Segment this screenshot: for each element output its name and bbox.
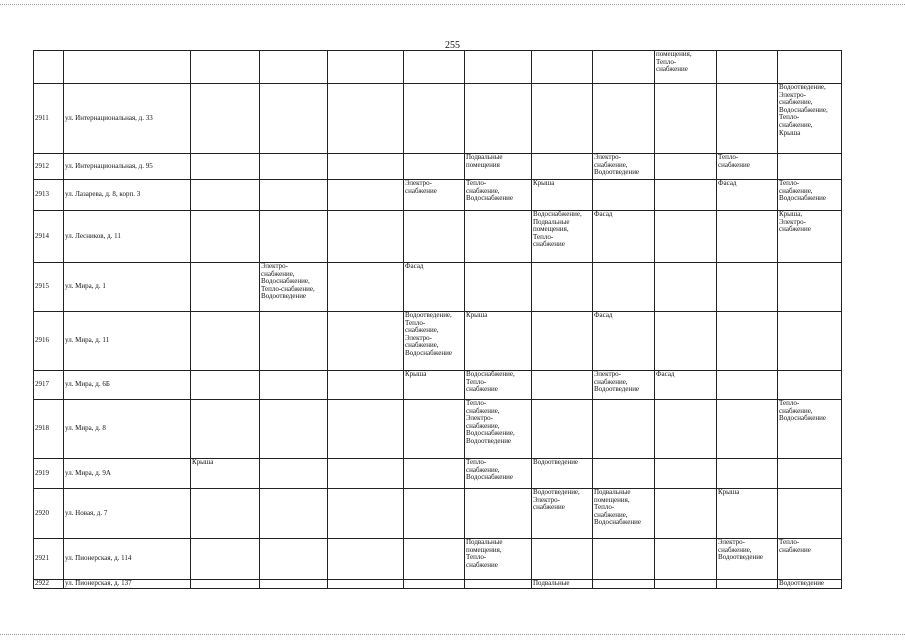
table-row — [34, 400, 842, 459]
work-type-cell — [655, 154, 717, 180]
work-type-cell — [328, 180, 404, 211]
work-type-cell — [532, 400, 593, 459]
work-type-cell — [465, 580, 532, 589]
work-type-cell — [328, 580, 404, 589]
work-type-cell — [465, 84, 532, 154]
work-type-cell — [717, 400, 778, 459]
work-type-cell — [778, 154, 842, 180]
table-row — [34, 539, 842, 580]
work-type-cell — [260, 211, 328, 263]
scan-artifact-bottom — [0, 634, 905, 635]
work-type-cell — [655, 539, 717, 580]
work-type-cell — [593, 459, 655, 489]
work-type-cell: Водоснабжение, Подвальные помещения, Тепло- снабжение — [532, 211, 593, 263]
work-type-cell — [655, 400, 717, 459]
work-type-cell — [260, 371, 328, 400]
address-cell: ул. Лесников, д. 11 — [64, 211, 191, 263]
work-type-cell — [404, 580, 465, 589]
work-type-cell: Водоотведение — [778, 580, 842, 589]
address-cell — [64, 51, 191, 84]
work-type-cell: Фасад — [655, 371, 717, 400]
work-type-cell — [260, 154, 328, 180]
table-row — [34, 489, 842, 539]
work-type-cell — [191, 489, 260, 539]
work-type-cell — [191, 400, 260, 459]
work-type-cell — [191, 154, 260, 180]
work-type-cell — [593, 263, 655, 312]
work-type-cell — [717, 263, 778, 312]
work-type-cell — [532, 51, 593, 84]
work-type-cell: Электро- снабжение — [404, 180, 465, 211]
work-type-cell: Тепло- снабжение — [778, 539, 842, 580]
address-cell: ул. Новая, д. 7 — [64, 489, 191, 539]
work-type-cell — [260, 84, 328, 154]
work-type-cell: Тепло- снабжение, Водоснабжение — [465, 459, 532, 489]
work-type-cell — [328, 400, 404, 459]
table-row — [34, 51, 842, 84]
work-type-cell — [778, 459, 842, 489]
work-type-cell: Водоотведение, Электро- снабжение — [532, 489, 593, 539]
work-type-cell: Электро- снабжение, Водоотведение — [593, 371, 655, 400]
work-type-cell: Фасад — [593, 312, 655, 371]
work-type-cell — [404, 154, 465, 180]
work-type-cell — [655, 211, 717, 263]
work-type-cell — [404, 459, 465, 489]
address-cell: ул. Мира, д. 11 — [64, 312, 191, 371]
work-type-cell — [328, 489, 404, 539]
row-number: 2918 — [34, 400, 64, 459]
work-type-cell — [260, 539, 328, 580]
address-cell: ул. Мира, д. 8 — [64, 400, 191, 459]
table-row — [34, 263, 842, 312]
work-type-cell — [532, 154, 593, 180]
work-type-cell — [260, 400, 328, 459]
work-type-cell — [328, 211, 404, 263]
work-type-cell: Подвальные помещения, Тепло- снабжение — [465, 539, 532, 580]
work-type-cell — [328, 371, 404, 400]
work-type-cell — [593, 539, 655, 580]
work-type-cell: Крыша — [404, 371, 465, 400]
row-number: 2914 — [34, 211, 64, 263]
work-type-cell: Фасад — [404, 263, 465, 312]
work-type-cell — [778, 371, 842, 400]
work-type-cell — [191, 84, 260, 154]
work-type-cell: Подвальные — [532, 580, 593, 589]
row-number: 2911 — [34, 84, 64, 154]
work-type-cell — [717, 580, 778, 589]
work-type-cell — [404, 211, 465, 263]
address-cell: ул. Пионерская, д. 114 — [64, 539, 191, 580]
work-type-cell — [655, 263, 717, 312]
row-number — [34, 51, 64, 84]
work-type-cell — [655, 84, 717, 154]
work-type-cell — [328, 84, 404, 154]
work-type-cell — [532, 263, 593, 312]
work-type-cell: Фасад — [593, 211, 655, 263]
work-type-cell — [260, 180, 328, 211]
work-type-cell — [404, 489, 465, 539]
work-type-cell — [260, 580, 328, 589]
row-number: 2921 — [34, 539, 64, 580]
work-type-cell: Водоотведение, Тепло- снабжение, Электро- снабжение, Водоснабжение — [404, 312, 465, 371]
work-type-cell — [778, 51, 842, 84]
work-type-cell — [655, 580, 717, 589]
work-type-cell — [717, 84, 778, 154]
work-type-cell — [404, 51, 465, 84]
table-row — [34, 211, 842, 263]
work-type-cell — [593, 180, 655, 211]
table-row — [34, 312, 842, 371]
work-type-cell — [778, 489, 842, 539]
work-type-cell — [191, 580, 260, 589]
row-number: 2917 — [34, 371, 64, 400]
work-type-cell — [593, 51, 655, 84]
address-cell: ул. Мира, д. 9А — [64, 459, 191, 489]
work-type-cell — [717, 459, 778, 489]
work-type-cell: Крыша — [717, 489, 778, 539]
work-type-cell — [532, 84, 593, 154]
work-type-cell — [328, 312, 404, 371]
work-type-cell — [328, 539, 404, 580]
row-number: 2920 — [34, 489, 64, 539]
work-type-cell: Электро- снабжение, Водоотведение — [717, 539, 778, 580]
work-type-cell: помещения, Тепло- снабжение — [655, 51, 717, 84]
page-number: 255 — [445, 40, 460, 51]
work-type-cell: Водоснабжение, Тепло- снабжение — [465, 371, 532, 400]
work-type-cell — [778, 312, 842, 371]
address-cell: ул. Пионерская, д. 137 — [64, 580, 191, 589]
work-type-cell — [717, 51, 778, 84]
table-body — [34, 51, 842, 589]
work-type-cell — [532, 539, 593, 580]
work-type-cell — [465, 263, 532, 312]
address-cell: ул. Мира, д. 1 — [64, 263, 191, 312]
work-type-cell — [191, 211, 260, 263]
work-type-cell: Крыша — [465, 312, 532, 371]
address-cell: ул. Мира, д. 6Б — [64, 371, 191, 400]
work-type-cell — [328, 459, 404, 489]
work-type-cell: Электро- снабжение, Водоотведение — [593, 154, 655, 180]
work-type-cell — [191, 263, 260, 312]
work-type-cell: Тепло- снабжение — [717, 154, 778, 180]
work-type-cell: Фасад — [717, 180, 778, 211]
repair-schedule-table — [33, 50, 842, 589]
work-type-cell — [655, 459, 717, 489]
work-type-cell — [465, 489, 532, 539]
table-row — [34, 180, 842, 211]
row-number: 2915 — [34, 263, 64, 312]
work-type-cell — [593, 84, 655, 154]
work-type-cell: Крыша, Электро- снабжение — [778, 211, 842, 263]
work-type-cell — [532, 371, 593, 400]
work-type-cell: Тепло- снабжение, Водоснабжение — [465, 180, 532, 211]
table-row — [34, 459, 842, 489]
work-type-cell — [717, 371, 778, 400]
work-type-cell: Тепло- снабжение, Электро- снабжение, Водоснабжение, Водоотведение — [465, 400, 532, 459]
work-type-cell — [404, 400, 465, 459]
work-type-cell: Водоотведение, Электро- снабжение, Водоснабжение, Тепло- снабжение, Крыша — [778, 84, 842, 154]
scan-artifact-top — [0, 4, 905, 5]
table-row — [34, 371, 842, 400]
work-type-cell — [328, 263, 404, 312]
address-cell: ул. Лазарева, д. 8, корп. 3 — [64, 180, 191, 211]
work-type-cell — [260, 51, 328, 84]
work-type-cell — [465, 211, 532, 263]
work-type-cell — [593, 580, 655, 589]
work-type-cell — [191, 51, 260, 84]
work-type-cell: Подвальные помещения, Тепло- снабжение, Водоснабжение — [593, 489, 655, 539]
work-type-cell — [655, 489, 717, 539]
work-type-cell: Крыша — [532, 180, 593, 211]
work-type-cell — [778, 263, 842, 312]
work-type-cell — [532, 312, 593, 371]
table-row — [34, 580, 842, 589]
work-type-cell — [465, 51, 532, 84]
work-type-cell: Подвальные помещения — [465, 154, 532, 180]
work-type-cell — [717, 211, 778, 263]
work-type-cell — [717, 312, 778, 371]
work-type-cell — [260, 489, 328, 539]
work-type-cell: Тепло- снабжение, Водоснабжение — [778, 180, 842, 211]
work-type-cell — [593, 400, 655, 459]
work-type-cell: Водоотведение — [532, 459, 593, 489]
work-type-cell: Крыша — [191, 459, 260, 489]
address-cell: ул. Интернациональная, д. 95 — [64, 154, 191, 180]
work-type-cell — [655, 312, 717, 371]
row-number: 2916 — [34, 312, 64, 371]
work-type-cell: Электро- снабжение, Водоснабжение, Тепло-снабжение, Водоотведение — [260, 263, 328, 312]
work-type-cell — [191, 180, 260, 211]
table-row — [34, 154, 842, 180]
row-number: 2912 — [34, 154, 64, 180]
address-cell: ул. Интернациональная, д. 33 — [64, 84, 191, 154]
work-type-cell — [655, 180, 717, 211]
work-type-cell — [328, 51, 404, 84]
work-type-cell — [191, 312, 260, 371]
work-type-cell — [260, 312, 328, 371]
work-type-cell — [191, 371, 260, 400]
row-number: 2922 — [34, 580, 64, 589]
work-type-cell: Тепло- снабжение, Водоснабжение — [778, 400, 842, 459]
work-type-cell — [404, 84, 465, 154]
work-type-cell — [404, 539, 465, 580]
work-type-cell — [328, 154, 404, 180]
row-number: 2919 — [34, 459, 64, 489]
table-row — [34, 84, 842, 154]
work-type-cell — [191, 539, 260, 580]
row-number: 2913 — [34, 180, 64, 211]
work-type-cell — [260, 459, 328, 489]
